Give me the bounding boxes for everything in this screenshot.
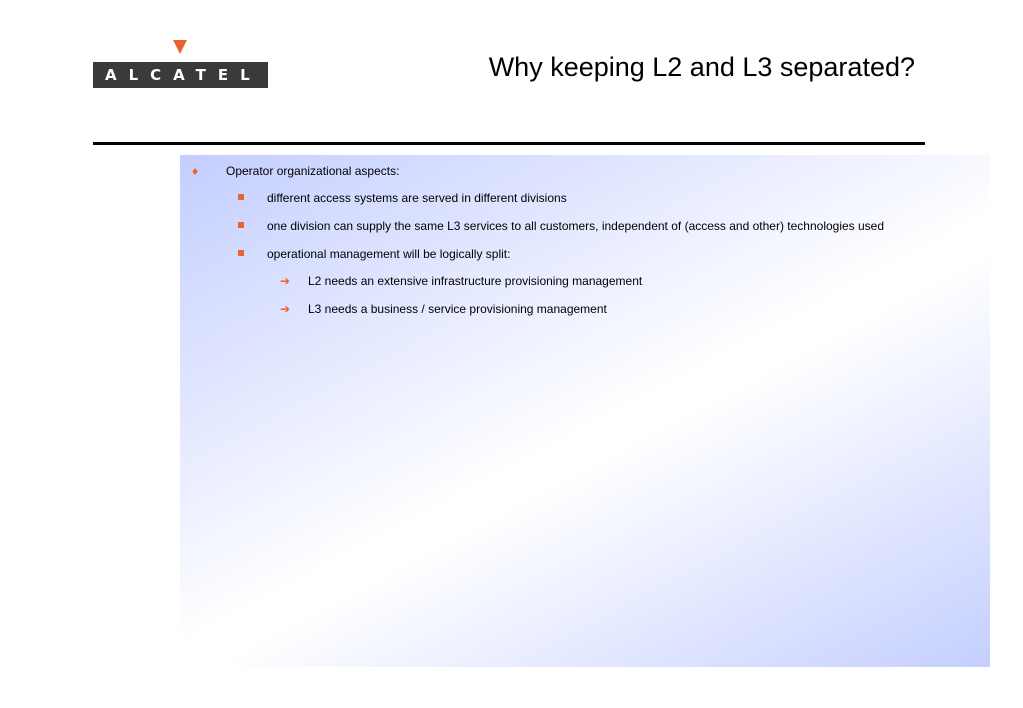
square-bullet-icon <box>238 194 244 200</box>
arrow-bullet-icon: ➔ <box>280 302 291 316</box>
title-divider <box>93 142 925 145</box>
sub-sub-bullet-l2-management: L2 needs an extensive infrastructure provisioning management <box>308 274 643 288</box>
sub-sub-bullet-l3-management: L3 needs a business / service provisioning management <box>308 302 607 316</box>
bullet-operator-aspects: Operator organizational aspects: <box>226 164 400 178</box>
alcatel-logo <box>93 40 268 88</box>
logo-wordmark: ALCATEL <box>93 62 268 88</box>
slide-title: Why keeping L2 and L3 separated? <box>488 52 915 82</box>
square-bullet-icon <box>238 222 244 228</box>
arrow-bullet-icon: ➔ <box>280 274 291 288</box>
sub-bullet-l3-services: one division can supply the same L3 services to all customers, independent of (access and other) technologies used <box>267 219 885 233</box>
sub-bullet-access-systems: different access systems are served in different divisions <box>267 191 567 205</box>
logo-triangle-icon <box>173 40 187 54</box>
sub-bullet-operational-management: operational management will be logically split: <box>267 247 511 261</box>
diamond-bullet-icon: ♦ <box>192 164 199 178</box>
square-bullet-icon <box>238 250 244 256</box>
